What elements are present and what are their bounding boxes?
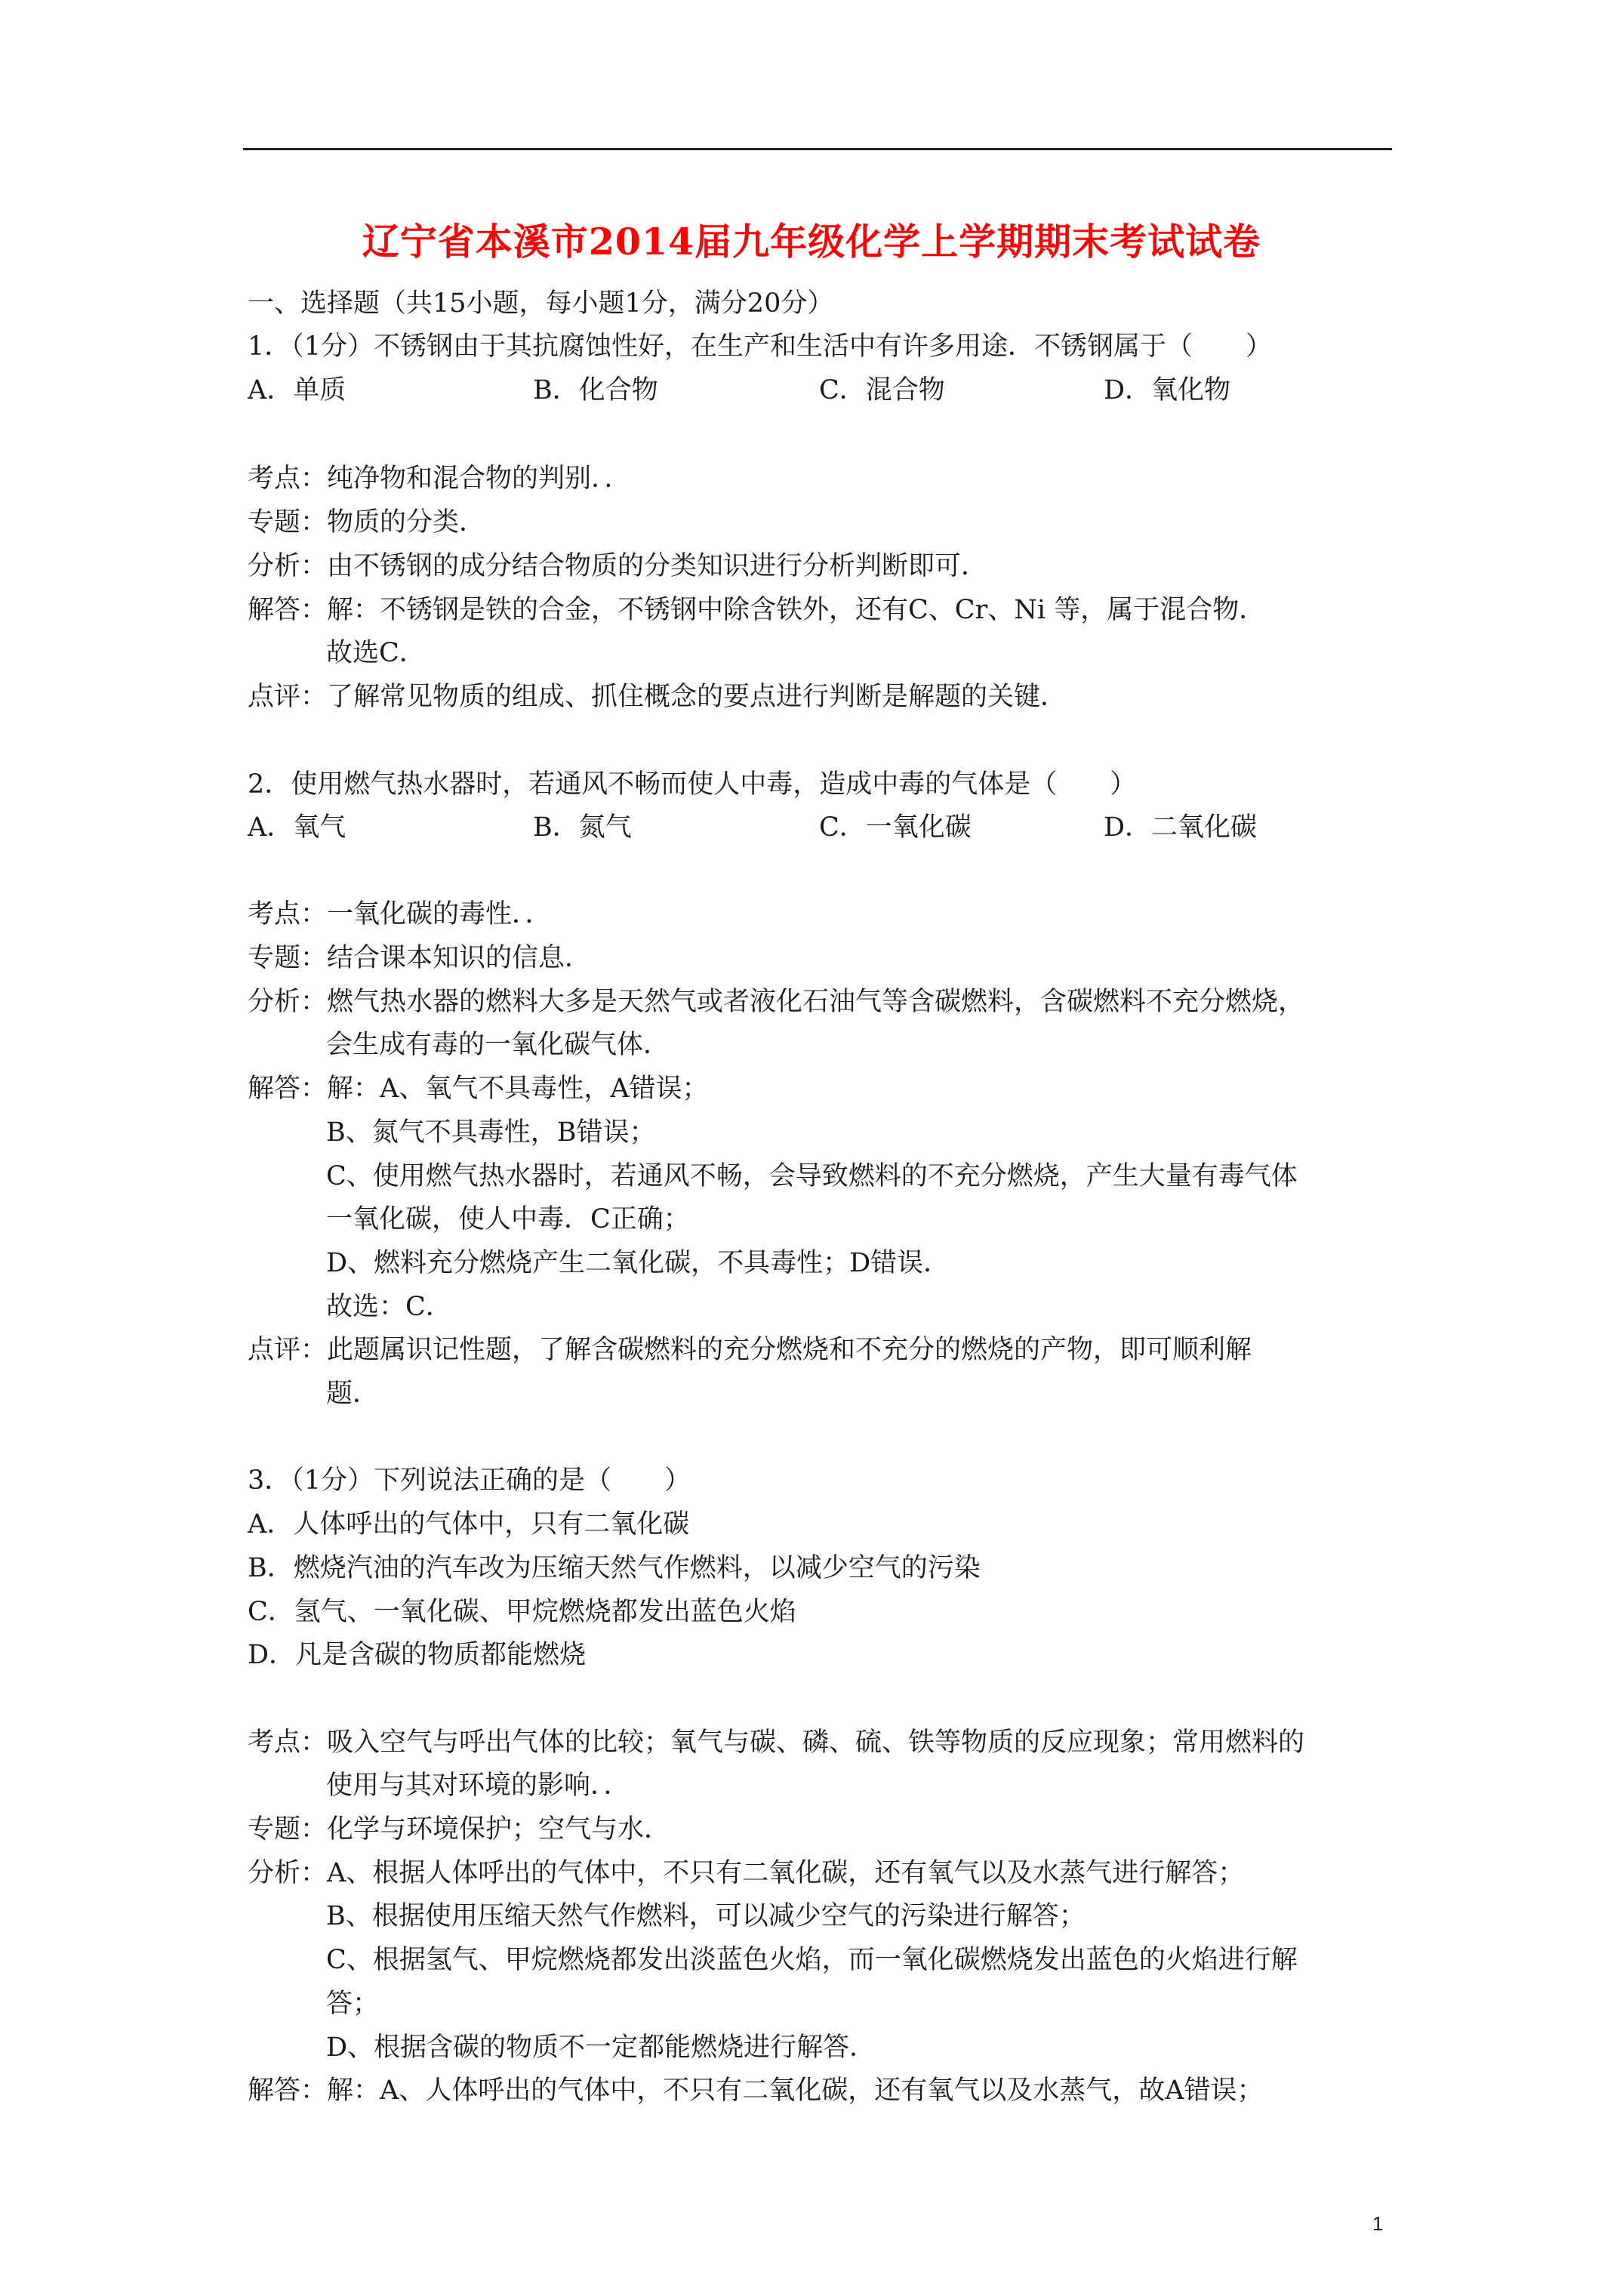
question-2-jieda-line: 一氧化碳，使人中毒．C正确； xyxy=(326,1204,690,1234)
question-2-kaodian: 考点：一氧化碳的毒性．． xyxy=(248,899,552,929)
question-3-kaodian-line: 使用与其对环境的影响．． xyxy=(326,1771,630,1801)
question-2-fenxi-line: 会生成有毒的一氧化碳气体． xyxy=(326,1030,670,1060)
question-3-fenxi-line: 答； xyxy=(326,1989,380,2019)
question-2-zhuanti: 专题：结合课本知识的信息． xyxy=(248,943,592,973)
question-2-jieda-line: C、使用燃气热水器时，若通风不畅，会导致燃料的不充分燃烧，产生大量有毒气体 xyxy=(326,1161,1298,1191)
question-1-kaodian: 考点：纯净物和混合物的判别．． xyxy=(248,464,631,494)
question-2-jieda: 解答：解：A、氧气不具毒性，A错误； xyxy=(248,1074,709,1104)
question-1-option-a: A．单质 xyxy=(248,375,346,405)
question-3-option-d: D．凡是含碳的物质都能燃烧 xyxy=(248,1640,587,1670)
question-2-option-d: D．二氧化碳 xyxy=(1104,812,1258,843)
question-1-stem: 1．（1分）不锈钢由于其抗腐蚀性好，在生产和生活中有许多用途．不锈钢属于（ ） xyxy=(248,331,1273,362)
question-1-option-c: C．混合物 xyxy=(819,375,945,405)
question-2-dianping-line: 题． xyxy=(326,1379,380,1409)
question-1-option-d: D．氧化物 xyxy=(1104,375,1231,405)
question-3-option-b: B．燃烧汽油的汽车改为压缩天然气作燃料，以减少空气的污染 xyxy=(248,1553,981,1583)
question-2-option-b: B．氮气 xyxy=(533,812,632,843)
question-1-jieda-line: 故选C． xyxy=(326,638,426,668)
question-3-fenxi-line: D、根据含碳的物质不一定都能燃烧进行解答． xyxy=(326,2032,876,2063)
section-heading: 一、选择题（共15小题，每小题1分，满分20分） xyxy=(248,288,834,319)
document-title: 辽宁省本溪市2014届九年级化学上学期期末考试试卷 xyxy=(362,220,1261,264)
question-3-option-c: C．氢气、一氧化碳、甲烷燃烧都发出蓝色火焰 xyxy=(248,1597,796,1627)
question-1-jieda: 解答：解：不锈钢是铁的合金，不锈钢中除含铁外，还有C、Cr、Ni 等，属于混合物． xyxy=(248,595,1266,625)
question-3-zhuanti: 专题：化学与环境保护；空气与水． xyxy=(248,1814,671,1845)
header-rule xyxy=(243,148,1392,150)
question-1-dianping: 点评：了解常见物质的组成、抓住概念的要点进行判断是解题的关键． xyxy=(248,682,1067,712)
question-3-option-a: A．人体呼出的气体中，只有二氧化碳 xyxy=(248,1509,690,1539)
question-3-fenxi-line: C、根据氢气、甲烷燃烧都发出淡蓝色火焰，而一氧化碳燃烧发出蓝色的火焰进行解 xyxy=(326,1945,1298,1975)
page-number: 1 xyxy=(1372,2212,1384,2235)
question-3-stem: 3．（1分）下列说法正确的是（ ） xyxy=(248,1465,691,1496)
question-3-jieda: 解答：解：A、人体呼出的气体中，不只有二氧化碳，还有氧气以及水蒸气，故A错误； xyxy=(248,2076,1264,2106)
question-2-fenxi: 分析：燃气热水器的燃料大多是天然气或者液化石油气等含碳燃料，含碳燃料不充分燃烧， xyxy=(248,987,1305,1017)
question-3-fenxi-line: B、根据使用压缩天然气作燃料，可以减少空气的污染进行解答； xyxy=(326,1901,1086,1931)
question-2-option-c: C．一氧化碳 xyxy=(819,812,972,843)
question-2-jieda-line: D、燃料充分燃烧产生二氧化碳，不具毒性；D错误． xyxy=(326,1248,950,1278)
question-1-fenxi: 分析：由不锈钢的成分结合物质的分类知识进行分析判断即可． xyxy=(248,551,988,581)
question-1-zhuanti: 专题：物质的分类． xyxy=(248,507,486,538)
question-2-stem: 2．使用燃气热水器时，若通风不畅而使人中毒，造成中毒的气体是（ ） xyxy=(248,769,1137,800)
question-2-jieda-line: B、氮气不具毒性，B错误； xyxy=(326,1117,656,1148)
question-3-fenxi: 分析：A、根据人体呼出的气体中，不只有二氧化碳，还有氧气以及水蒸气进行解答； xyxy=(248,1858,1245,1888)
question-2-jieda-line: 故选：C． xyxy=(326,1292,452,1322)
question-2-option-a: A．氧气 xyxy=(248,812,346,843)
question-2-dianping: 点评：此题属识记性题，了解含碳燃料的充分燃烧和不充分的燃烧的产物，即可顺利解 xyxy=(248,1335,1252,1365)
question-1-option-b: B．化合物 xyxy=(533,375,658,405)
question-3-kaodian: 考点：吸入空气与呼出气体的比较；氧气与碳、磷、硫、铁等物质的反应现象；常用燃料的 xyxy=(248,1727,1305,1758)
